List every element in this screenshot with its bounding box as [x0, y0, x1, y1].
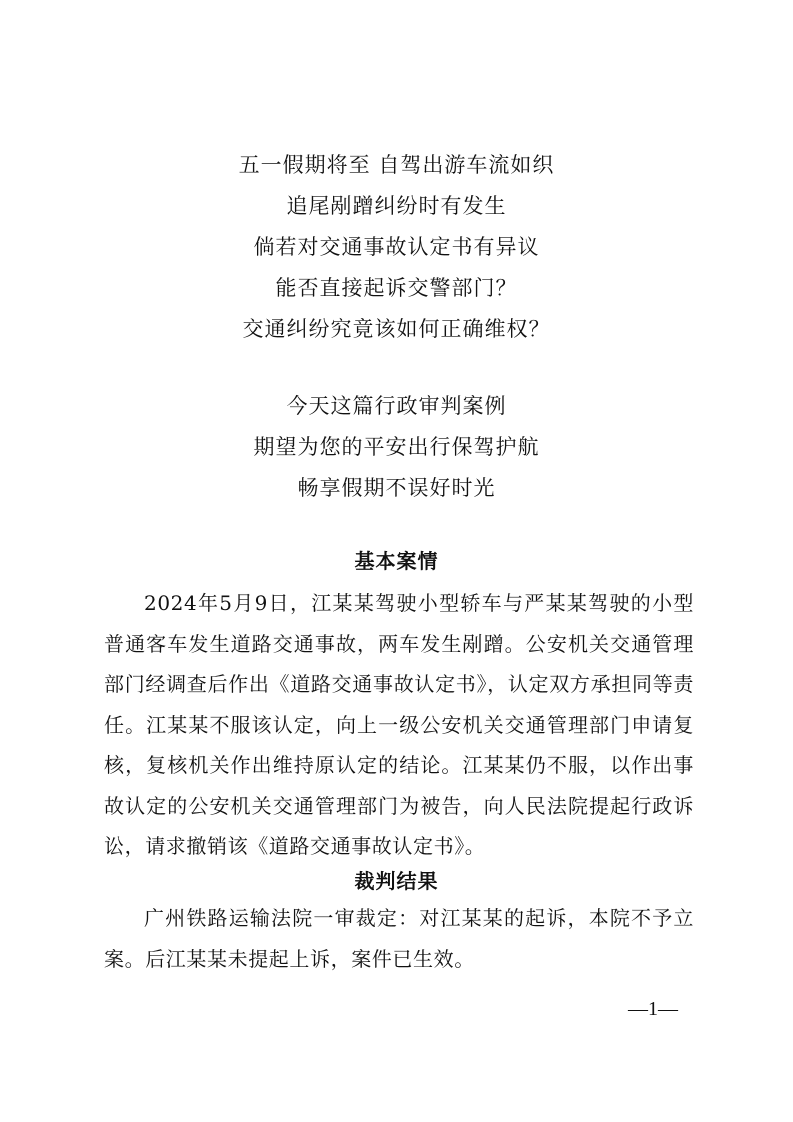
intro-line: 倘若对交通事故认定书有异议 [253, 235, 540, 259]
basic-facts-paragraph: 2024年5月9日，江某某驾驶小型轿车与严某某驾驶的小型普通客车发生道路交通事故，两车发生剐蹭。公安机关交通管理部门经调查后作出《道路交通事故认定书》，认定双方承担同等责任。江某某不服该认定，向上一级公安机关交通管理部门申请复核，复核机关作出维持原认定的结论。江某某仍不服，以作出事故认定的公安机关交通管理部门为被告，向人民法院提起行政诉讼，请求撤销该《道路交通事故认定书》。 [104, 591, 694, 858]
intro-line: 期望为您的平安出行保驾护航 [253, 435, 540, 459]
intro-line: 畅享假期不误好时光 [297, 476, 496, 500]
basic-facts-heading: 基本案情 [354, 549, 439, 573]
intro-line: 五一假期将至 自驾出游车流如织 [238, 153, 555, 177]
intro-line: 能否直接起诉交警部门？ [275, 276, 518, 300]
intro-line: 今天这篇行政审判案例 [286, 394, 507, 418]
judgment-heading: 裁判结果 [354, 869, 439, 893]
page-number: —1— [628, 998, 678, 1020]
intro-verse [0, 145, 793, 509]
intro-line: 追尾剐蹭纠纷时有发生 [286, 194, 507, 218]
intro-line: 交通纠纷究竟该如何正确维权？ [242, 317, 551, 341]
intro-spacer [0, 350, 793, 386]
judgment-paragraph: 广州铁路运输法院一审裁定：对江某某的起诉，本院不予立案。后江某某未提起上诉，案件已生效。 [104, 906, 694, 971]
